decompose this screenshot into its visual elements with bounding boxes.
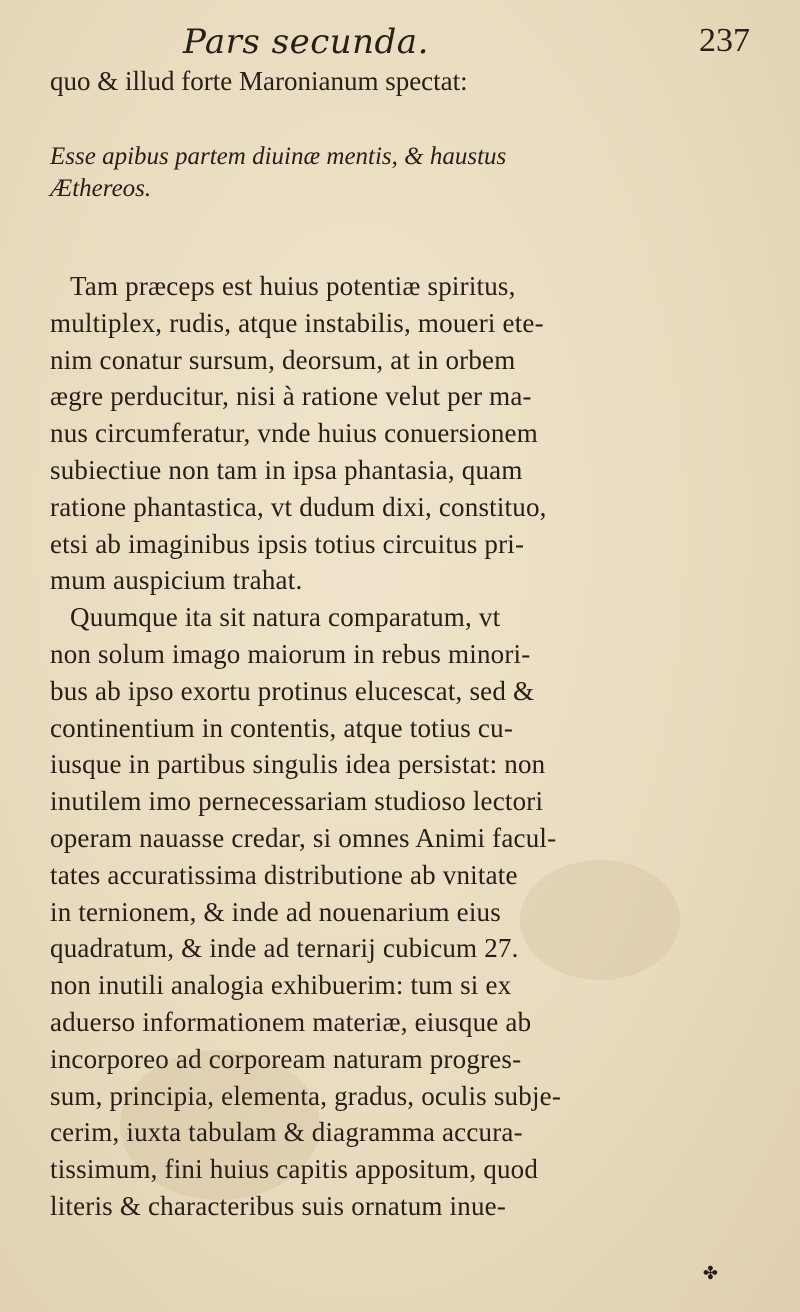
text-line [50,1225,770,1262]
printer-mark: ✤ [702,1263,718,1284]
text-line: continentium in contentis, atque totius cu- [50,712,514,743]
text-line: cerim, iuxta tabulam & diagramma accura- [50,1117,523,1148]
text-line: quadratum, & inde ad ternarij cubicum 27. [50,933,519,964]
intro-line: quo & illud forte Maronianum spectat: [50,66,468,96]
text-line: operam nauasse credar, si omnes Animi facul- [50,822,557,853]
text-line: aduerso informationem materiæ, eiusque ab [50,1006,532,1037]
text-line: literis & characteribus suis ornatum inue- [50,1190,507,1221]
text-line: multiplex, rudis, atque instabilis, moueri ete- [50,307,544,338]
verse-quote-line-1: Esse apibus partem diuinæ mentis, & haustus [50,143,507,170]
text-line: tates accuratissima distributione ab vnitate [50,859,518,890]
text-line: ægre perducitur, nisi à ratione velut per ma- [50,381,532,412]
text-line: non inutili analogia exhibuerim: tum si ex [50,970,512,1001]
text-line: ratione phantastica, vt dudum dixi, constituo, [50,491,547,522]
text-line: nim conatur sursum, deorsum, at in orbem [50,344,516,375]
text-line: tissimum, fini huius capitis appositum, quod [50,1154,539,1185]
page-number: 237 [699,22,750,59]
body-paragraphs [50,268,770,1262]
text-line: inutilem imo pernecessariam studioso lectori [50,786,544,817]
verse-quote-line-2: Æthereos. [50,175,152,202]
text-line: subiectiue non tam in ipsa phantasia, quam [50,454,523,485]
text-line: Quumque ita sit natura comparatum, vt [70,602,501,633]
text-line: mum auspicium trahat. [50,565,303,596]
text-line: non solum imago maiorum in rebus minori- [50,638,531,669]
text-line: sum, principia, elementa, gradus, oculis subje- [50,1080,562,1111]
text-line: iusque in partibus singulis idea persistat: non [50,749,546,780]
text-line: etsi ab imaginibus ipsis totius circuitus pri- [50,528,525,559]
text-line: nus circumferatur, vnde huius conuersionem [50,418,538,449]
text-line: Tam præceps est huius potentiæ spiritus, [70,271,516,301]
running-header [60,18,750,68]
text-line: bus ab ipso exortu protinus elucescat, sed & [50,675,535,706]
text-line: incorporeo ad corpoream naturam progres- [50,1043,522,1074]
text-line: in ternionem, & inde ad nouenarium eius [50,896,501,927]
running-title: Pars secunda. [183,22,429,62]
